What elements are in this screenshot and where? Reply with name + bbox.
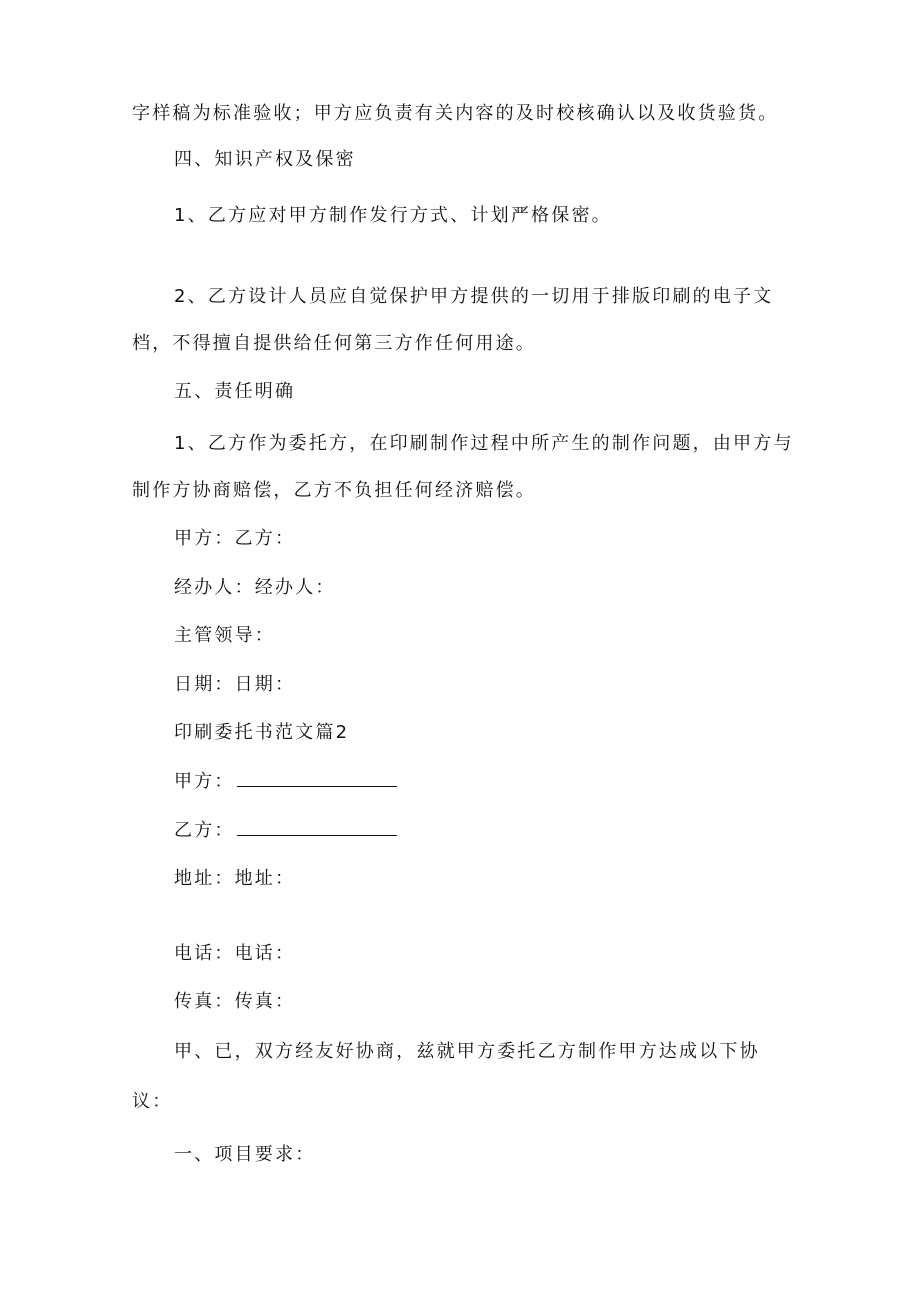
fax-line: 传真：传真： <box>174 991 296 1012</box>
text-line: 甲、已，双方经友好协商，兹就甲方委托乙方制作甲方达成以下协 <box>174 1041 760 1062</box>
signature-line: 日期：日期： <box>174 674 296 695</box>
text-line: 制作方协商赔偿，乙方不负担任何经济赔偿。 <box>132 480 536 501</box>
party-a-label: 甲方： <box>174 771 235 792</box>
party-b-label: 乙方： <box>174 820 235 841</box>
section-heading: 一、项目要求： <box>174 1144 316 1165</box>
signature-line: 甲方：乙方： <box>174 528 296 549</box>
signature-line: 主管领导： <box>174 625 275 646</box>
document-subtitle: 印刷委托书范文篇2 <box>174 722 350 743</box>
text-line: 2、乙方设计人员应自觉保护甲方提供的一切用于排版印刷的电子文 <box>174 286 774 307</box>
section-heading: 五、责任明确 <box>174 381 296 402</box>
party-b-blank <box>237 819 397 836</box>
party-b-line <box>174 819 397 843</box>
address-line: 地址：地址： <box>174 868 296 889</box>
party-a-line <box>174 770 397 794</box>
text-line: 字样稿为标准验收；甲方应负责有关内容的及时校核确认以及收货验货。 <box>132 103 779 124</box>
signature-line: 经办人：经办人： <box>174 577 336 598</box>
text-line: 1、乙方应对甲方制作发行方式、计划严格保密。 <box>174 205 612 226</box>
text-line: 议： <box>132 1091 173 1112</box>
text-line: 1、乙方作为委托方，在印刷制作过程中所产生的制作问题，由甲方与 <box>174 433 794 454</box>
phone-line: 电话：电话： <box>174 943 296 964</box>
section-heading: 四、知识产权及保密 <box>174 149 356 170</box>
text-line: 档，不得擅自提供给任何第三方作任何用途。 <box>132 333 536 354</box>
party-a-blank <box>237 770 397 787</box>
